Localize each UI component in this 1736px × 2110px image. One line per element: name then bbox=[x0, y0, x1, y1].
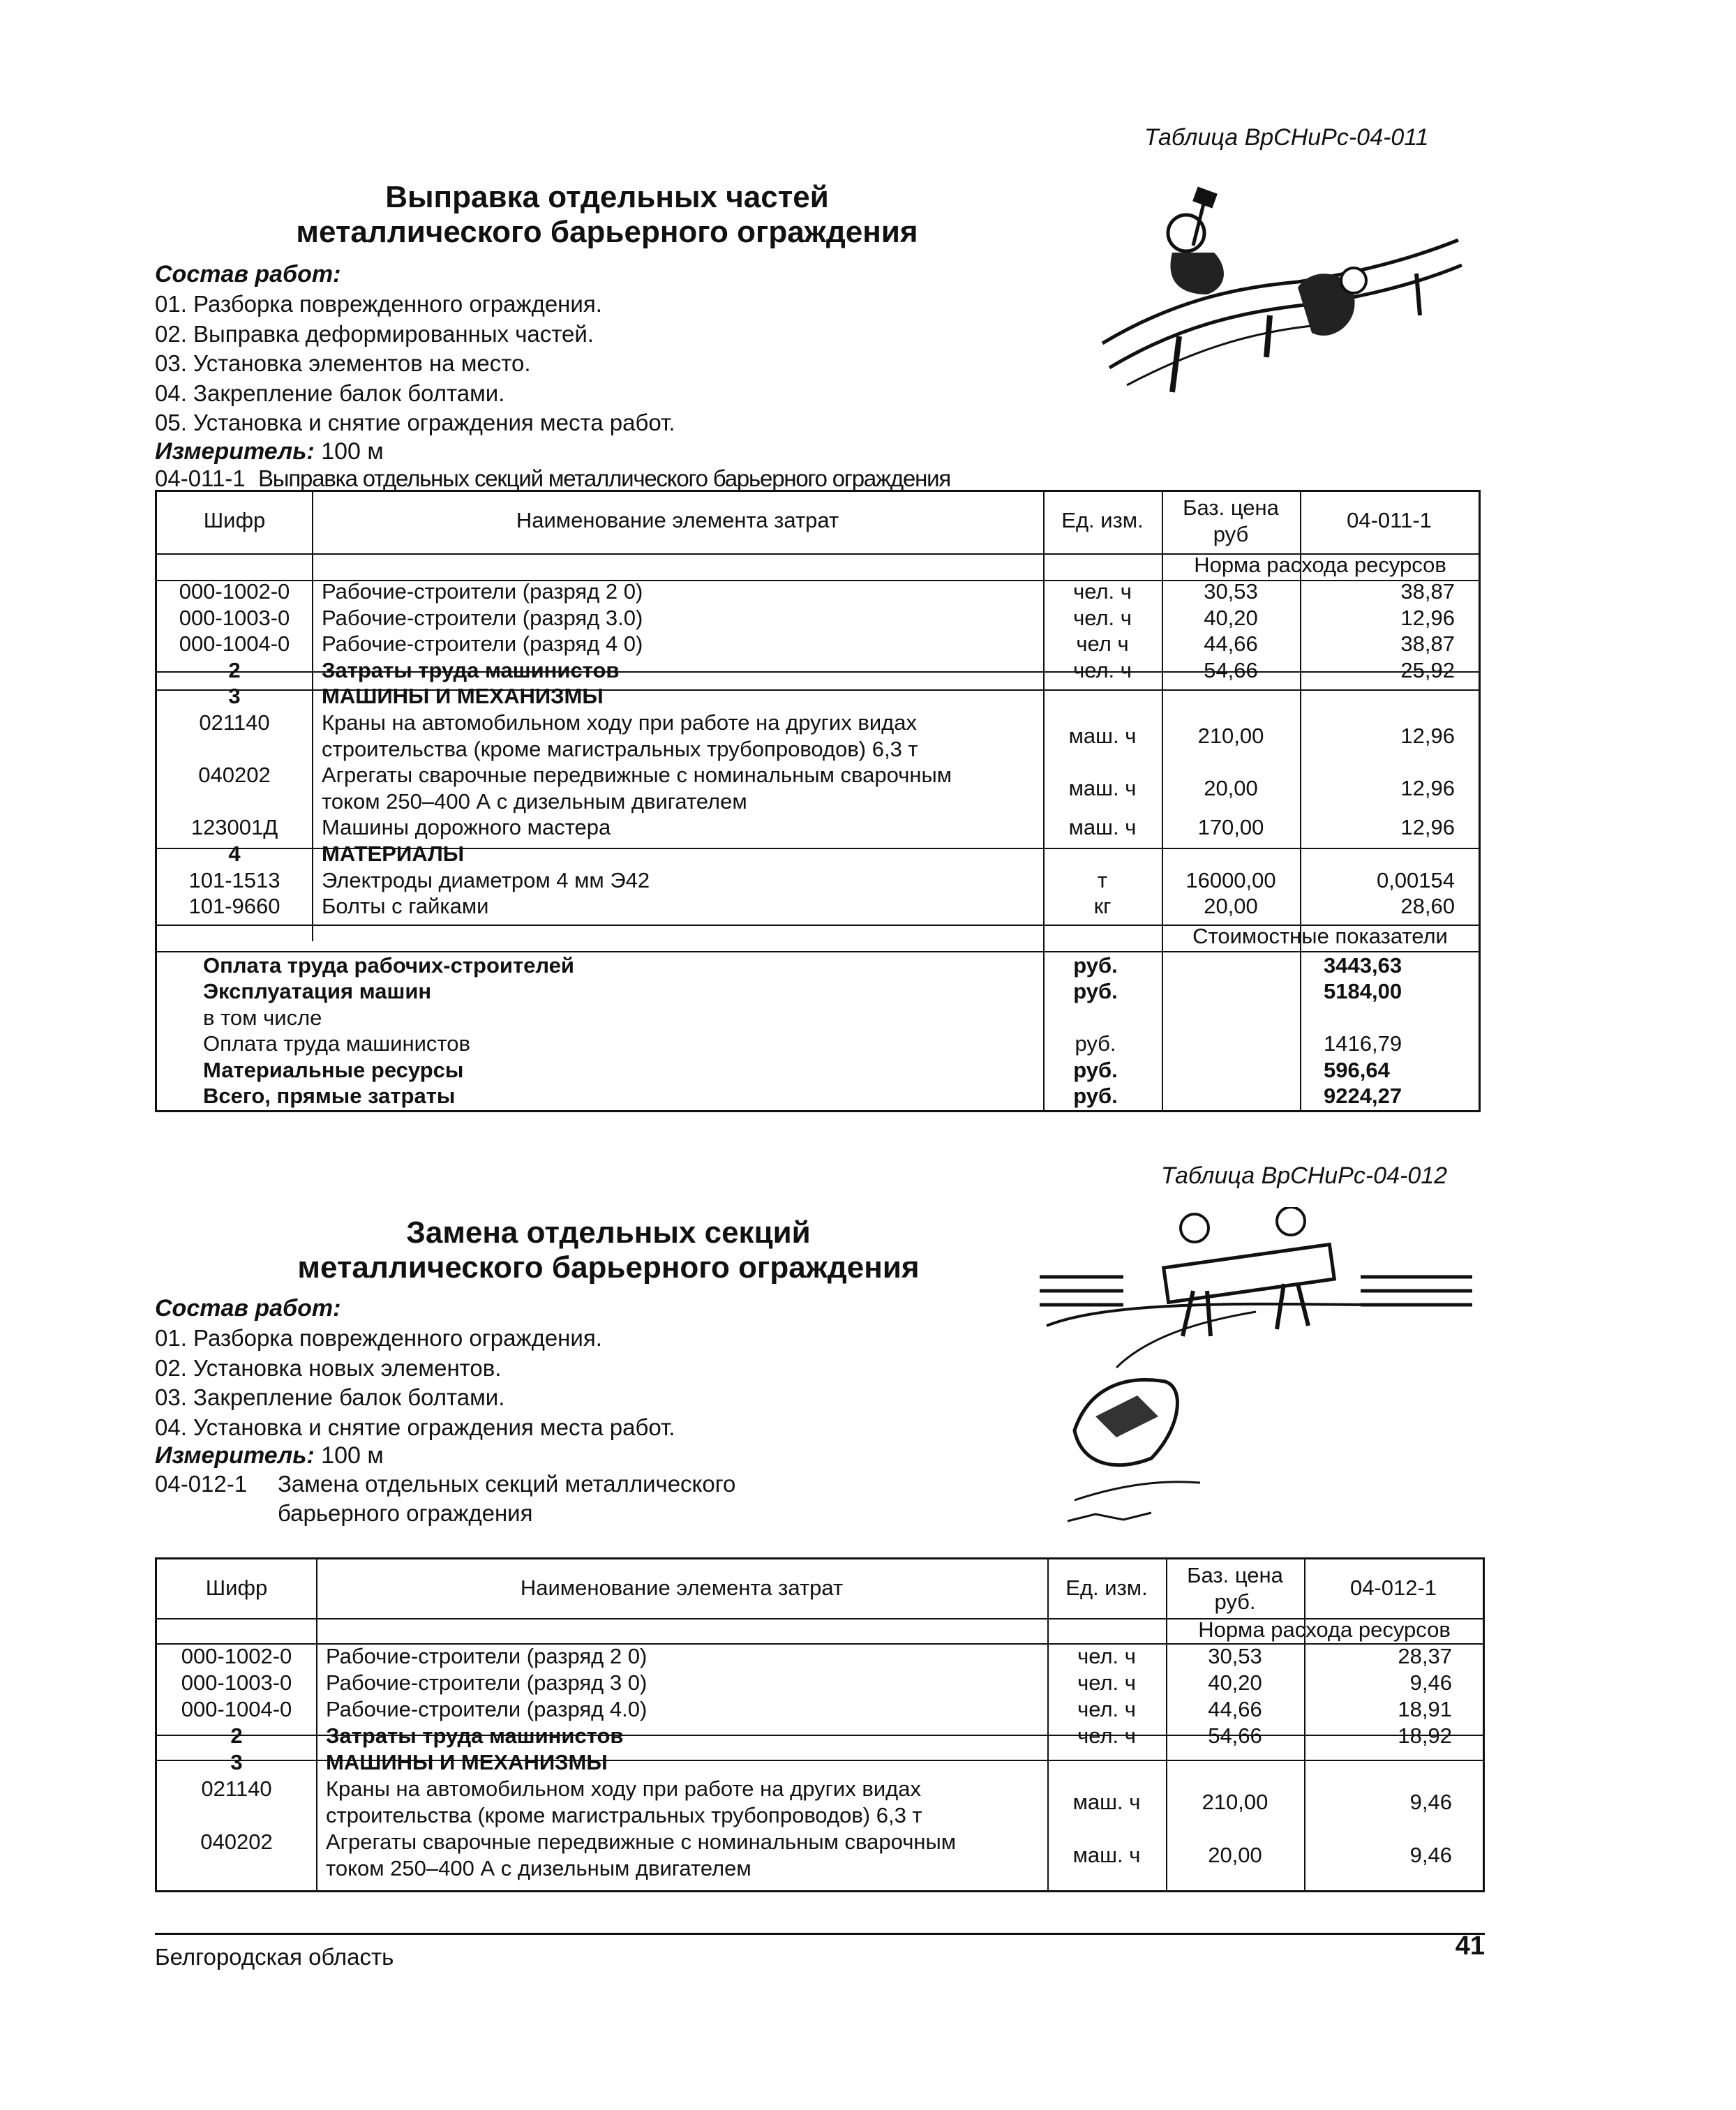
section-norm: Норма расхода ресурсов bbox=[1194, 553, 1446, 577]
header-price-unit: руб. bbox=[1214, 1589, 1256, 1614]
row-name: Рабочие-строители (разряд 2 0) bbox=[326, 1644, 648, 1668]
row-unit: маш. ч bbox=[1072, 1843, 1141, 1867]
row-name: Электроды диаметром 4 мм Э42 bbox=[322, 867, 650, 892]
work-item: 04. Закрепление балок болтами. bbox=[155, 380, 505, 406]
row-code: 000-1004-0 bbox=[181, 1697, 292, 1721]
section-replacement-illustration bbox=[1033, 1207, 1479, 1535]
work-composition-1 bbox=[155, 261, 950, 492]
cost-value: 3443,63 bbox=[1324, 953, 1402, 978]
row-name: Болты с гайками bbox=[322, 894, 489, 919]
work-item: 02. Установка новых элементов. bbox=[155, 1354, 502, 1381]
row-name: Рабочие-строители (разряд 3.0) bbox=[322, 605, 643, 630]
cost-value: 9224,27 bbox=[1324, 1084, 1402, 1108]
cost-name: Материальные ресурсы bbox=[203, 1057, 464, 1082]
row-name: Краны на автомобильном ходу при работе на других видах bbox=[322, 710, 917, 735]
cost-unit: руб. bbox=[1075, 1031, 1116, 1056]
row-value: 12,96 bbox=[1400, 723, 1455, 748]
measure-label: Измеритель: bbox=[155, 1442, 315, 1469]
row-code: 101-1513 bbox=[188, 867, 280, 892]
row-price: 54,66 bbox=[1208, 1723, 1262, 1748]
cost-unit: руб. bbox=[1073, 953, 1118, 978]
footer-region: Белгородская область bbox=[155, 1944, 394, 1970]
row-name-cont: строительства (кроме магистральных трубопроводов) 6,3 т bbox=[322, 736, 918, 761]
row-unit: чел. ч bbox=[1073, 657, 1132, 682]
row-unit: т bbox=[1097, 867, 1108, 892]
row-unit: кг bbox=[1093, 894, 1112, 919]
header-norm-code: 04-012-1 bbox=[1349, 1576, 1437, 1600]
row-price: 210,00 bbox=[1202, 1790, 1269, 1814]
norm-name: барьерного ограждения bbox=[278, 1500, 533, 1526]
row-price: 20,00 bbox=[1208, 1843, 1262, 1867]
footer-rule bbox=[155, 1933, 1485, 1935]
resource-table-2 bbox=[155, 1557, 1485, 1892]
row-code: 000-1004-0 bbox=[179, 631, 290, 657]
section-title-1 bbox=[188, 180, 1026, 250]
header-price: Баз. цена bbox=[1183, 495, 1279, 520]
cost-unit: руб. bbox=[1073, 1084, 1118, 1108]
row-name: Затраты труда машинистов bbox=[322, 657, 620, 682]
norm-line bbox=[155, 465, 950, 492]
row-unit: чел. ч bbox=[1073, 579, 1132, 604]
work-item: 02. Выправка деформированных частей. bbox=[155, 320, 594, 347]
row-name: МАТЕРИАЛЫ bbox=[322, 841, 465, 866]
row-code: 101-9660 bbox=[188, 894, 280, 919]
work-composition-2 bbox=[155, 1295, 736, 1528]
norm-name: Выправка отдельных секций металлического барьерного ограждения bbox=[258, 465, 951, 491]
header-price-unit: руб bbox=[1213, 522, 1249, 546]
row-price: 30,53 bbox=[1204, 579, 1258, 604]
row-unit: чел. ч bbox=[1077, 1723, 1136, 1748]
row-code: 021140 bbox=[199, 710, 270, 735]
row-unit: маш. ч bbox=[1068, 815, 1137, 840]
header-unit: Ед. изм. bbox=[1061, 508, 1144, 532]
row-price: 30,53 bbox=[1208, 1644, 1262, 1668]
row-name: Рабочие-строители (разряд 2 0) bbox=[322, 579, 643, 604]
row-price: 44,66 bbox=[1208, 1697, 1262, 1721]
norm-name: Замена отдельных секций металлического bbox=[278, 1471, 736, 1497]
work-item: 01. Разборка поврежденного ограждения. bbox=[155, 1325, 602, 1351]
row-unit: чел. ч bbox=[1077, 1644, 1136, 1668]
work-item: 05. Установка и снятие ограждения места работ. bbox=[155, 410, 675, 435]
measure-value: 100 м bbox=[314, 1442, 384, 1469]
row-value: 38,87 bbox=[1400, 579, 1455, 604]
row-value: 12,96 bbox=[1400, 815, 1455, 840]
row-price: 40,20 bbox=[1204, 605, 1258, 630]
row-unit: маш. ч bbox=[1072, 1790, 1141, 1814]
row-value: 28,37 bbox=[1398, 1644, 1452, 1668]
work-label: Состав работ: bbox=[155, 261, 341, 287]
row-value: 18,91 bbox=[1398, 1697, 1452, 1721]
row-code: 3 bbox=[230, 1750, 243, 1774]
row-value: 18,92 bbox=[1398, 1723, 1452, 1748]
row-value: 28,60 bbox=[1400, 894, 1455, 919]
row-code: 000-1003-0 bbox=[179, 605, 290, 630]
header-name: Наименование элемента затрат bbox=[520, 1576, 844, 1600]
header-code: Шифр bbox=[205, 1576, 268, 1600]
title-line: металлического барьерного ограждения bbox=[296, 215, 918, 249]
row-name: МАШИНЫ И МЕХАНИЗМЫ bbox=[322, 684, 604, 709]
row-unit: маш. ч bbox=[1068, 776, 1137, 800]
title-line: Замена отдельных секций bbox=[406, 1215, 811, 1250]
row-price: 210,00 bbox=[1197, 723, 1264, 748]
row-code: 3 bbox=[228, 684, 241, 709]
row-unit: чел. ч bbox=[1073, 605, 1132, 630]
cost-unit: руб. bbox=[1073, 979, 1118, 1004]
cost-name: Оплата труда рабочих-строителей bbox=[203, 953, 574, 978]
row-name: Машины дорожного мастера bbox=[322, 815, 611, 840]
header-unit: Ед. изм. bbox=[1065, 1576, 1148, 1600]
header-norm-code: 04-011-1 bbox=[1347, 508, 1432, 532]
row-unit: чел. ч bbox=[1077, 1697, 1136, 1721]
row-name: Затраты труда машинистов bbox=[326, 1723, 624, 1748]
cost-name: в том числе bbox=[203, 1005, 322, 1030]
measure-label: Измеритель: bbox=[155, 437, 315, 465]
resource-table-1 bbox=[155, 490, 1481, 1112]
header-code: Шифр bbox=[203, 508, 266, 532]
cost-value: 5184,00 bbox=[1324, 979, 1402, 1004]
work-item: 03. Установка элементов на место. bbox=[155, 350, 531, 376]
row-code: 000-1002-0 bbox=[179, 579, 290, 604]
row-code: 4 bbox=[228, 841, 241, 866]
work-label: Состав работ: bbox=[155, 1295, 341, 1322]
row-name-cont: строительства (кроме магистральных трубопроводов) 6,3 т bbox=[326, 1803, 922, 1827]
section-cost: Стоимостные показатели bbox=[1192, 924, 1448, 948]
row-price: 44,66 bbox=[1204, 631, 1258, 657]
row-unit: маш. ч bbox=[1068, 723, 1137, 748]
row-value: 12,96 bbox=[1400, 605, 1455, 630]
row-price: 40,20 bbox=[1208, 1670, 1262, 1695]
row-name: Агрегаты сварочные передвижные с номинальным сварочным bbox=[326, 1830, 957, 1854]
cost-name: Эксплуатация машин bbox=[203, 979, 432, 1004]
row-code: 000-1003-0 bbox=[181, 1670, 292, 1695]
row-code: 040202 bbox=[200, 1830, 273, 1854]
table-ref-2: Таблица ВрСНиРс-04-012 bbox=[1161, 1162, 1448, 1189]
row-price: 20,00 bbox=[1204, 776, 1258, 800]
work-item: 01. Разборка поврежденного ограждения. bbox=[155, 291, 602, 317]
title-line: Выправка отдельных частей bbox=[385, 180, 829, 214]
norm-code: 04-012-1 bbox=[155, 1471, 248, 1497]
row-price: 170,00 bbox=[1197, 815, 1264, 840]
row-name-cont: током 250–400 А с дизельным двигателем bbox=[322, 788, 747, 814]
row-code: 000-1002-0 bbox=[181, 1644, 292, 1668]
row-name: Рабочие-строители (разряд 3 0) bbox=[326, 1670, 648, 1695]
row-value: 12,96 bbox=[1400, 776, 1455, 800]
measure-value: 100 м bbox=[314, 437, 384, 465]
cost-name: Всего, прямые затраты bbox=[203, 1084, 456, 1108]
work-item: 03. Закрепление балок болтами. bbox=[155, 1384, 505, 1410]
measure-line bbox=[155, 438, 950, 465]
row-name: Рабочие-строители (разряд 4 0) bbox=[322, 631, 643, 657]
norm-code: 04-011-1 bbox=[155, 465, 246, 491]
row-value: 9,46 bbox=[1409, 1843, 1452, 1867]
row-price: 16000,00 bbox=[1185, 867, 1276, 892]
section-title-2 bbox=[190, 1215, 1027, 1285]
cost-value: 596,64 bbox=[1324, 1057, 1390, 1082]
row-name: МАШИНЫ И МЕХАНИЗМЫ bbox=[326, 1750, 608, 1774]
row-code: 2 bbox=[230, 1723, 243, 1748]
row-price: 54,66 bbox=[1204, 657, 1258, 682]
row-value: 9,46 bbox=[1409, 1670, 1452, 1695]
row-price: 20,00 bbox=[1204, 894, 1258, 919]
row-unit: чел. ч bbox=[1077, 1670, 1136, 1695]
header-name: Наименование элемента затрат bbox=[516, 508, 839, 532]
barrier-repair-illustration bbox=[1088, 183, 1465, 406]
section-norm: Норма расхода ресурсов bbox=[1198, 1617, 1451, 1642]
title-line: металлического барьерного ограждения bbox=[297, 1250, 920, 1285]
row-unit: чел ч bbox=[1076, 631, 1129, 657]
cost-unit: руб. bbox=[1073, 1057, 1118, 1082]
cost-value: 1416,79 bbox=[1324, 1031, 1402, 1056]
row-code: 021140 bbox=[201, 1776, 272, 1801]
header-price: Баз. цена bbox=[1187, 1563, 1283, 1587]
row-name: Краны на автомобильном ходу при работе на других видах bbox=[326, 1776, 921, 1801]
page-number: 41 bbox=[1455, 1931, 1485, 1961]
row-value: 25,92 bbox=[1400, 657, 1455, 682]
row-value: 0,00154 bbox=[1376, 867, 1455, 892]
measure-line bbox=[155, 1442, 675, 1469]
row-name: Агрегаты сварочные передвижные с номинальным сварочным bbox=[322, 763, 952, 788]
row-name-cont: током 250–400 А с дизельным двигателем bbox=[326, 1856, 751, 1880]
row-code: 123001Д bbox=[190, 815, 278, 840]
row-value: 38,87 bbox=[1400, 631, 1455, 657]
cost-name: Оплата труда машинистов bbox=[203, 1031, 470, 1056]
work-item: 04. Установка и снятие ограждения места работ. bbox=[155, 1414, 675, 1440]
row-code: 040202 bbox=[198, 763, 271, 788]
norm-line bbox=[155, 1469, 736, 1528]
row-value: 9,46 bbox=[1409, 1790, 1452, 1814]
row-code: 2 bbox=[228, 657, 241, 682]
row-name: Рабочие-строители (разряд 4.0) bbox=[326, 1697, 648, 1721]
table-ref-1: Таблица ВрСНиРс-04-011 bbox=[1144, 124, 1429, 151]
